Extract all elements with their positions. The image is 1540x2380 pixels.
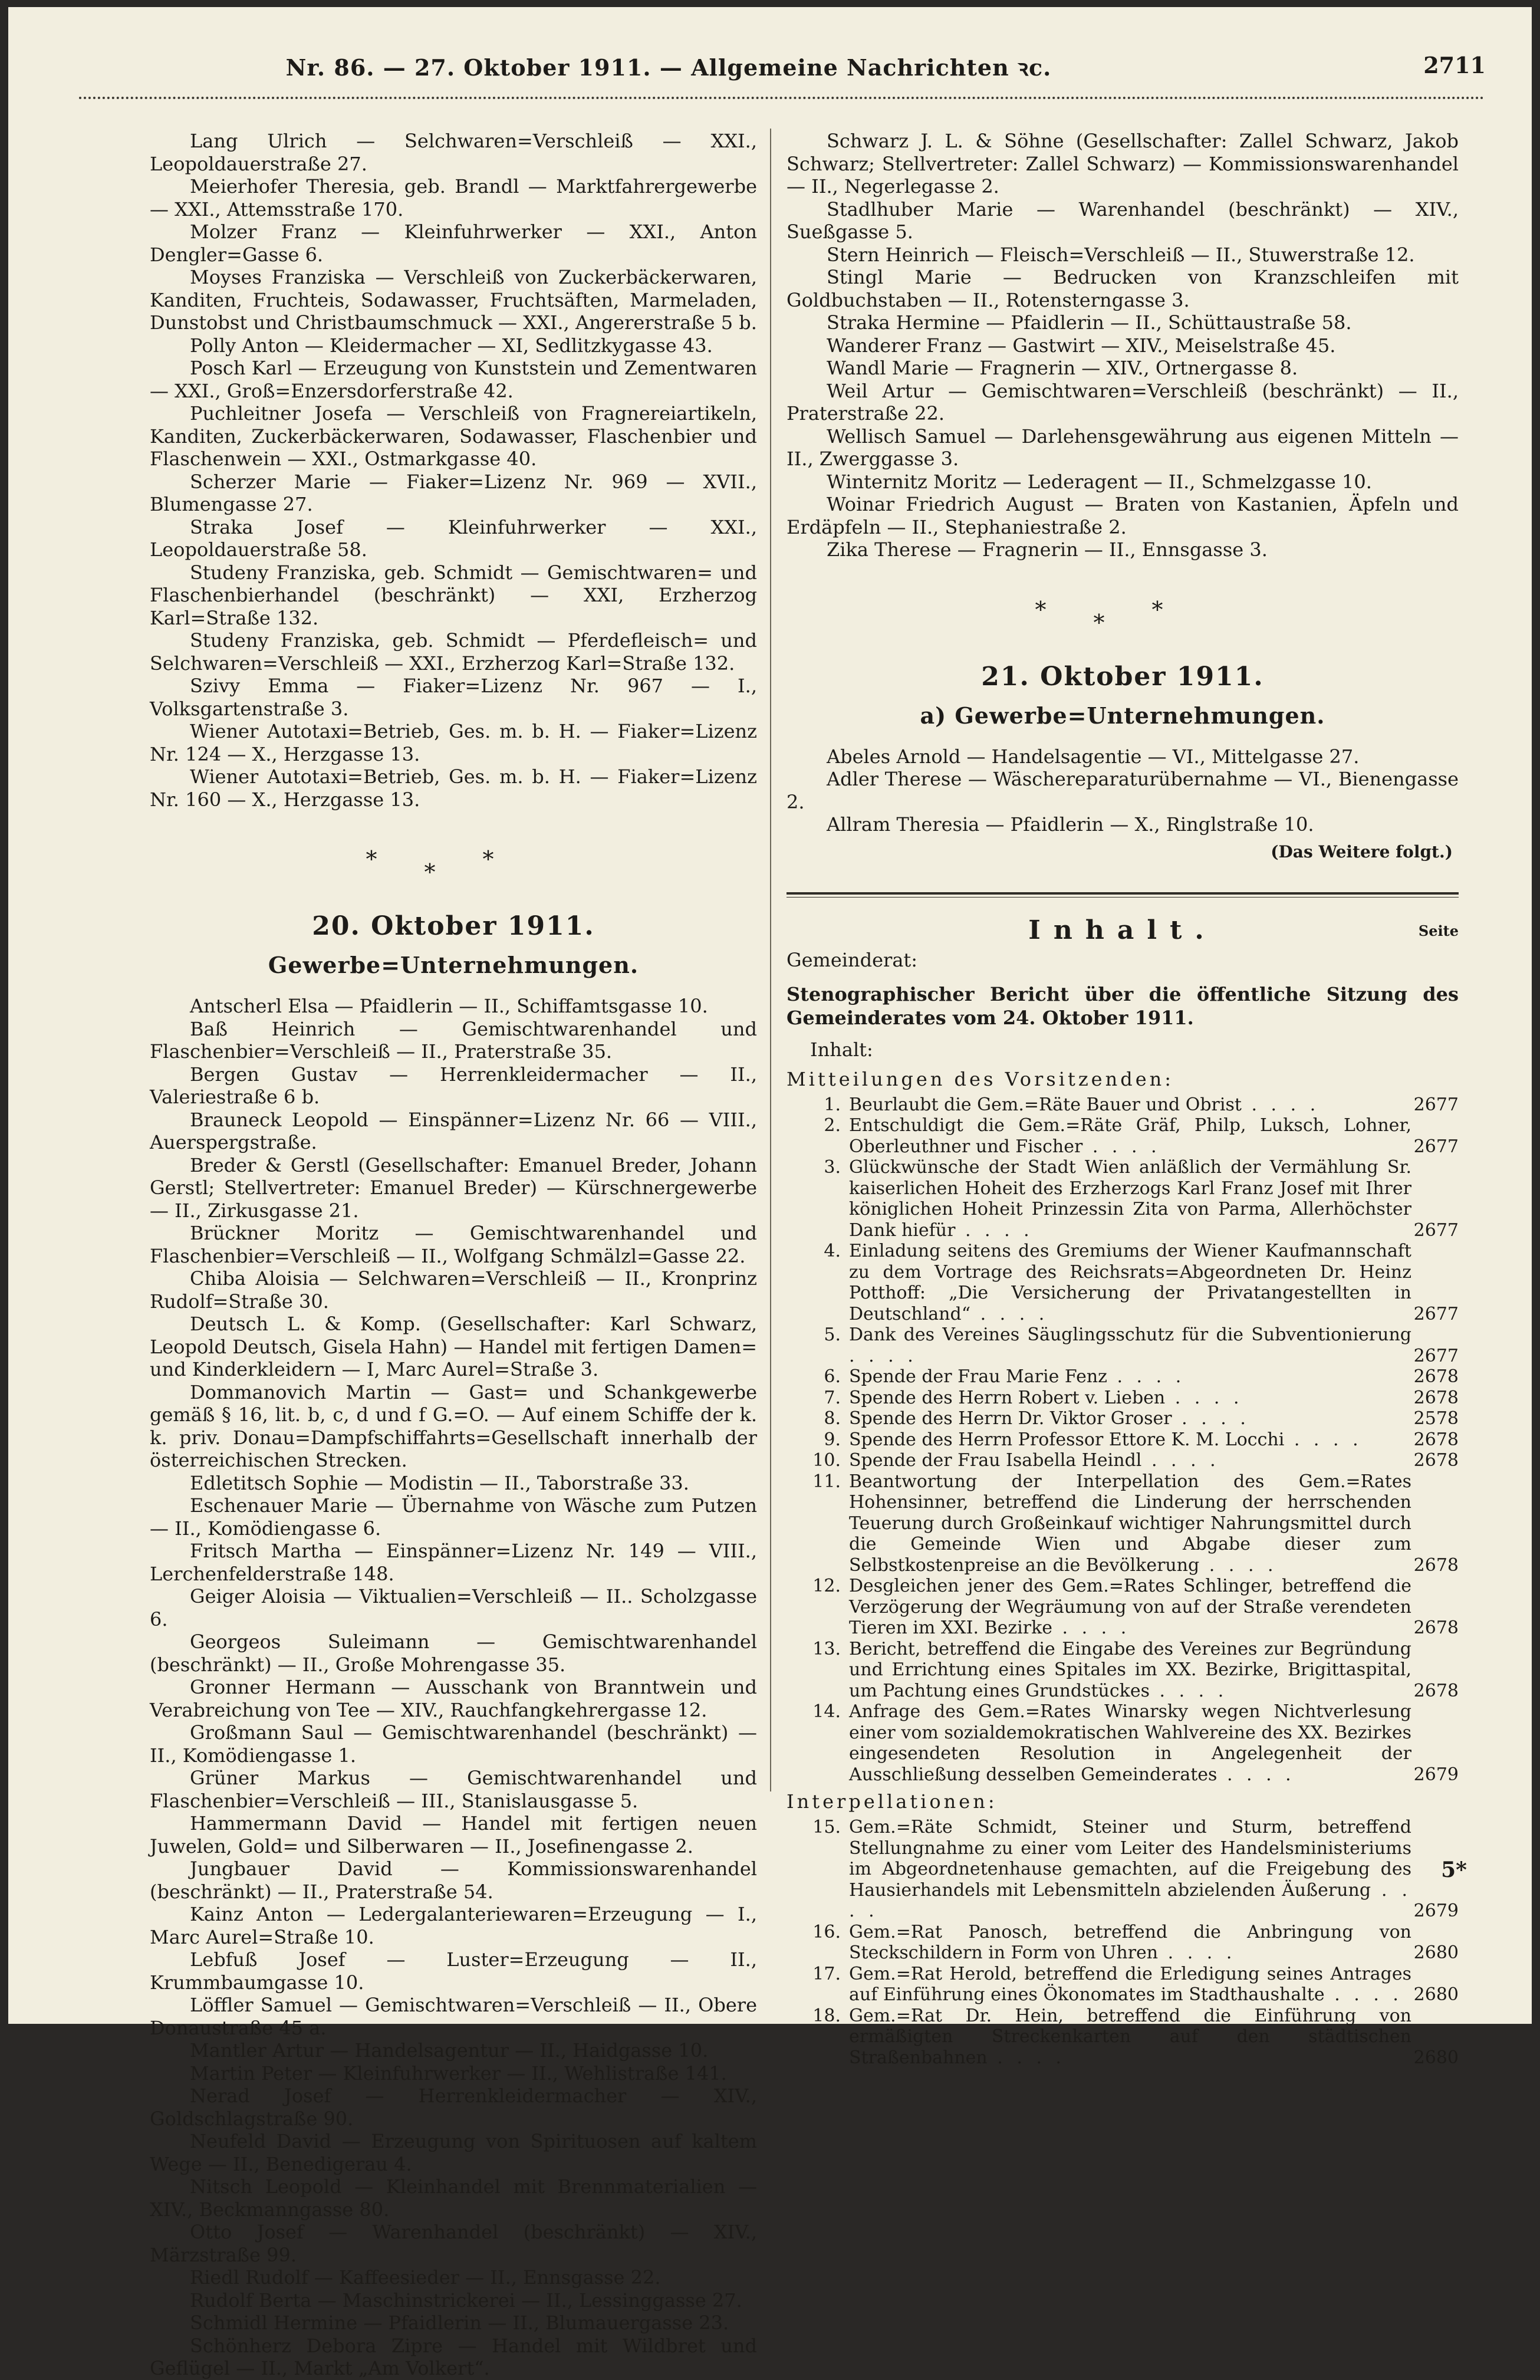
register-entry: Winternitz Moritz — Lederagent — II., Schmelzgasse 10. [827,470,1372,493]
register-entry: Breder & Gerstl (Gesellschafter: Emanuel Breder, Johann Gerstl; Stellvertreter: Emanuel Breder) — Kürschnergewerbe — II., Zirkusgasse 21. [150,1153,757,1222]
toc-item-number: 11. [812,1471,841,1492]
toc-item [787,1817,1459,1922]
register-entry: Studeny Franziska, geb. Schmidt — Pferdefleisch= und Selchwaren=Verschleiß — XXI., Erzherzog Karl=Straße 132. [150,629,757,675]
register-entry: Schwarz J. L. & Söhne (Gesellschafter: Zallel Schwarz, Jakob Schwarz; Stellvertreter: Zallel Schwarz) — Kommissionswarenhandel — II., Negerlegasse 2. [787,130,1459,198]
toc-item-text [849,1115,1411,1157]
toc-item-title: Beantwortung der Interpellation des Gem.=Rates Hohensinner, betreffend die Linderung der herrschenden Teuerung durch Großeinkauf wichtiger Nahrungsmittel durch die Gemeinde Wien und Abgabe dieser zum Selbstkostenpreise an die Bevölkerung [849,1471,1411,1576]
toc-item [787,1639,1459,1702]
toc-item-title: Dank des Vereines Säuglingsschutz für die Subventionierung [849,1324,1411,1345]
toc-item-text [849,1817,1411,1922]
column-divider [770,129,771,1791]
toc-leader-dots: . . . . [1150,1680,1228,1701]
register-entry: Stern Heinrich — Fleisch=Verschleiß — II., Stuwerstraße 12. [827,243,1415,266]
register-entry: Mantler Artur — Handelsagentur — II., Haidgasse 10. [190,2039,709,2062]
toc-item-number: 8. [824,1408,841,1429]
toc-leader-dots: . . . . [987,2047,1066,2068]
register-entry: Weil Artur — Gemischtwaren=Verschleiß (beschränkt) — II., Praterstraße 22. [787,379,1459,425]
register-entry: Schönherz Debora Zipre — Handel mit Wildbret und Geflügel — II., Markt „Am Volkert“. [150,2334,757,2379]
register-entry: Scherzer Marie — Fiaker=Lizenz Nr. 969 — XVII., Blumengasse 27. [150,470,757,515]
toc-item-number: 7. [824,1387,841,1408]
toc-item-number: 13. [812,1638,841,1659]
toc-item-number: 15. [812,1817,841,1837]
register-entry: Szivy Emma — Fiaker=Lizenz Nr. 967 — I., Volksgartenstraße 3. [150,675,757,720]
toc-item [787,1094,1459,1116]
register-entry: Antscherl Elsa — Pfaidlerin — II., Schiffamtsgasse 10. [190,995,708,1017]
toc-item-title: Beurlaubt die Gem.=Räte Bauer und Obrist [849,1094,1242,1115]
toc-item-page: 2677 [1413,1136,1459,1157]
toc-item [787,1429,1459,1451]
toc-item-text [849,1639,1411,1702]
header-rule [79,97,1485,99]
toc-item-title: Anfrage des Gem.=Rates Winarsky wegen Nichtverlesung einer vom sozialdemokratischen Wahlvereine des XX. Bezirkes eingesendeten Resolution in Angelegenheit der Ausschließung desselben Gemeinderates [849,1701,1411,1785]
toc-item-page: 2578 [1413,1408,1459,1429]
section-heading: Gewerbe=Unternehmungen. [268,952,639,978]
running-title: Nr. 86. — 27. Oktober 1911. — Allgemeine Nachrichten ꝛc. [285,54,1052,81]
toc-item-title: Entschuldigt die Gem.=Räte Gräf, Philp, Luksch, Lohner, Oberleuthner und Fischer [849,1115,1411,1157]
toc-item-page: 2678 [1413,1554,1459,1576]
toc-item-page: 2678 [1413,1387,1459,1408]
register-entry: Wandl Marie — Fragnerin — XIV., Ortnergasse 8. [827,357,1298,379]
signature-mark: 5* [1441,1858,1467,1882]
star: * [424,859,483,885]
toc-leader-dots: . . . . [1199,1554,1278,1576]
section-stars [150,846,757,885]
register-entry: Stingl Marie — Bedrucken von Kranzschleifen mit Goldbuchstaben — II., Rotensterngasse 3. [787,266,1459,311]
register-entry: Lang Ulrich — Selchwaren=Verschleiß — XXI., Leopoldauerstraße 27. [150,130,757,175]
toc-item-title: Einladung seitens des Gremiums der Wiener Kaufmannschaft zu dem Vortrage des Reichsrats=Abgeordneten Dr. Heinz Potthoff: „Die Versicherung der Privatangestellten in Deutschland“ [849,1241,1411,1324]
toc-title: Inhalt. [1028,915,1217,945]
running-header [8,52,1532,93]
toc-leader-dots: . . . . [970,1303,1049,1324]
star: * [366,846,425,872]
toc-item-page: 2677 [1413,1345,1459,1366]
toc-item-number: 3. [824,1157,841,1178]
toc-leader-dots: . . . . [1052,1618,1131,1638]
right-column [787,130,1459,2068]
toc-item [787,1324,1459,1366]
toc-item-page: 2678 [1413,1450,1459,1471]
register-entry: Geiger Aloisia — Viktualien=Verschleiß — II.. Scholzgasse 6. [150,1585,757,1631]
register-entry: Woinar Friedrich August — Braten von Kastanien, Äpfeln und Erdäpfeln — II., Stephaniestraße 2. [787,493,1459,538]
register-entry: Brauneck Leopold — Einspänner=Lizenz Nr. 66 — VIII., Auerspergstraße. [150,1108,757,1153]
toc-item-title: Desgleichen jener des Gem.=Rates Schlinger, betreffend die Verzögerung der Wegräumung von auf der Straße verendeten Tieren im XXI. Bezirke [849,1576,1411,1638]
register-entry: Eschenauer Marie — Übernahme von Wäsche zum Putzen — II., Komödiengasse 6. [150,1494,757,1540]
toc-item-title: Gem.=Rat Panosch, betreffend die Anbringung von Steckschildern in Form von Uhren [849,1921,1411,1963]
section-stars [787,596,1459,636]
toc-item-text [849,1701,1411,1785]
star: * [1151,596,1210,623]
toc-item-text [849,1471,1411,1576]
toc-leader-dots: . . . . [1172,1408,1250,1429]
toc-list [787,1094,1459,1786]
toc-item-number: 17. [812,1963,841,1984]
toc-item [787,1408,1459,1429]
star: * [1093,609,1152,636]
toc-leader-dots: . . . . [955,1219,1034,1241]
toc-item-page: 2677 [1413,1219,1459,1241]
toc-item-number: 10. [812,1450,841,1471]
entry-list-bottom [787,745,1459,836]
toc-item [787,1157,1459,1241]
toc-leader-dots: . . . . [1141,1450,1220,1471]
toc-item [787,1115,1459,1157]
toc-item-number: 16. [812,1921,841,1942]
toc-leader-dots: . . . . [1324,1984,1403,2005]
toc-item [787,2006,1459,2069]
register-entry: Wiener Autotaxi=Betrieb, Ges. m. b. H. — Fiaker=Lizenz Nr. 160 — X., Herzgasse 13. [150,765,757,811]
register-entry: Kainz Anton — Ledergalanteriewaren=Erzeugung — I., Marc Aurel=Straße 10. [150,1903,757,1948]
toc-item-text [849,1366,1411,1388]
register-entry: Edletitsch Sophie — Modistin — II., Taborstraße 33. [190,1471,689,1494]
star: * [1035,596,1094,623]
toc-leader-dots: . . . . [849,1879,1411,1921]
toc-item [787,1241,1459,1324]
register-entry: Deutsch L. & Komp. (Gesellschafter: Karl Schwarz, Leopold Deutsch, Gisela Hahn) — Handel mit fertigen Damen= und Kinderkleidern — I, Marc Aurel=Straße 3. [150,1313,757,1380]
register-entry: Chiba Aloisia — Selchwaren=Verschleiß — II., Kronprinz Rudolf=Straße 30. [150,1267,757,1313]
toc-item-page: 2678 [1413,1366,1459,1387]
entry-list-top [787,130,1459,561]
toc-item-page: 2677 [1413,1303,1459,1324]
register-entry: Molzer Franz — Kleinfuhrwerker — XXI., Anton Dengler=Gasse 6. [150,221,757,266]
toc-page-column-label: Seite [1418,922,1459,939]
continued-note: (Das Weitere folgt.) [1271,841,1453,862]
toc-item-title: Spende des Herrn Professor Ettore K. M. Locchi [849,1429,1285,1450]
toc-item-number: 1. [824,1094,841,1115]
register-entry: Gronner Hermann — Ausschank von Branntwein und Verabreichung von Tee — XIV., Rauchfangkehrergasse 12. [150,1676,757,1721]
toc-item-text [849,1388,1411,1409]
toc-item-number: 5. [824,1324,841,1345]
section-heading: a) Gewerbe=Unternehmungen. [920,702,1325,729]
register-entry: Studeny Franziska, geb. Schmidt — Gemischtwaren= und Flaschenbierhandel (beschränkt) — XXI, Erzherzog Karl=Straße 132. [150,561,757,629]
register-entry: Brückner Moritz — Gemischtwarenhandel und Flaschenbier=Verschleiß — II., Wolfgang Schmälzl=Gasse 22. [150,1222,757,1267]
register-entry: Rudolf Berta — Maschinstrickerei — II., Lessinggasse 27. [190,2289,742,2312]
register-entry: Baß Heinrich — Gemischtwarenhandel und Flaschenbier=Verschleiß — II., Praterstraße 35. [150,1017,757,1063]
register-entry: Straka Josef — Kleinfuhrwerker — XXI., Leopoldauerstraße 58. [150,515,757,561]
toc-group-heading: Mitteilungen des Vorsitzenden: [787,1067,1174,1090]
toc-item-title: Gem.=Rat Herold, betreffend die Erledigung seines Antrages auf Einführung eines Ökonomates im Stadthaushalte [849,1963,1411,2005]
toc-rule-thick [787,892,1459,895]
newspaper-page [8,7,1532,2379]
register-entry: Zika Therese — Fragnerin — II., Ennsgasse 3. [827,538,1268,561]
register-entry: Puchleitner Josefa — Verschleiß von Fragnereiartikeln, Kanditen, Zuckerbäckerwaren, Sodawasser, Flaschenbier und Flaschenwein — XXI., Ostmarkgasse 40. [150,402,757,470]
toc-item-text [849,1576,1411,1639]
toc-item-page: 2679 [1413,1764,1459,1785]
toc-header [787,915,1459,948]
entry-list-bottom [150,995,757,2380]
register-entry: Neufeld David — Erzeugung von Spirituosen auf kaltem Wege — II., Benedigerau 4. [150,2130,757,2175]
toc-rule-thin [787,897,1459,898]
toc-item-page: 2678 [1413,1618,1459,1638]
toc-item-text [849,1450,1411,1471]
toc-item-page: 2677 [1413,1094,1459,1115]
left-column [150,130,757,2380]
toc-item-title: Spende des Herrn Robert v. Lieben [849,1387,1166,1408]
toc-section-label: Gemeinderat: [787,948,918,971]
toc-item-number: 2. [824,1115,841,1136]
toc-item [787,1922,1459,1964]
toc-leader-dots: . . . . [1158,1942,1236,1963]
page-number: 2711 [1423,52,1486,78]
register-entry: Georgeos Suleimann — Gemischtwarenhandel (beschränkt) — II., Große Mohrengasse 35. [150,1631,757,1676]
toc-item-page: 2680 [1413,1942,1459,1963]
toc-list [787,1817,1459,2068]
toc-item-page: 2678 [1413,1429,1459,1450]
toc-item-number: 9. [824,1429,841,1450]
entry-list-top [150,130,757,811]
register-entry: Martin Peter — Kleinfuhrwerker — II., Wehlistraße 141. [190,2062,727,2085]
toc-leader-dots: . . . . [849,1345,917,1366]
register-entry: Wanderer Franz — Gastwirt — XIV., Meiselstraße 45. [827,334,1336,357]
register-entry: Meierhofer Theresia, geb. Brandl — Marktfahrergewerbe — XXI., Attemsstraße 170. [150,175,757,221]
toc-item-title: Spende des Herrn Dr. Viktor Groser [849,1408,1172,1429]
toc-item-page: 2679 [1413,1901,1459,1921]
toc-leader-dots: . . . . [1284,1429,1363,1450]
toc-item-number: 18. [812,2005,841,2026]
toc-item-page: 2680 [1413,2047,1459,2068]
register-entry: Grüner Markus — Gemischtwarenhandel und Flaschenbier=Verschleiß — III., Stanislausgasse 5. [150,1767,757,1812]
register-entry: Stadlhuber Marie — Warenhandel (beschränkt) — XIV., Sueßgasse 5. [787,198,1459,243]
register-entry: Allram Theresia — Pfaidlerin — X., Ringlstraße 10. [827,813,1314,836]
toc-item [787,1388,1459,1409]
date-heading: 20. Oktober 1911. [312,911,595,941]
register-entry: Großmann Saul — Gemischtwarenhandel (beschränkt) — II., Komödiengasse 1. [150,1721,757,1767]
toc-item-text [849,1408,1411,1429]
toc-item-text [849,1157,1411,1241]
register-entry: Fritsch Martha — Einspänner=Lizenz Nr. 149 — VIII., Lerchenfelderstraße 148. [150,1540,757,1585]
register-entry: Dommanovich Martin — Gast= und Schankgewerbe gemäß § 16, lit. b, c, d und f G.=O. — Auf einem Schiffe der k. k. priv. Donau=Dampfschiffahrts=Gesellschaft innerhalb der österreichischen Strecken. [150,1380,757,1471]
toc-item [787,1576,1459,1639]
toc-item-text [849,2006,1411,2069]
register-entry: Wiener Autotaxi=Betrieb, Ges. m. b. H. — Fiaker=Lizenz Nr. 124 — X., Herzgasse 13. [150,720,757,765]
register-entry: Bergen Gustav — Herrenkleidermacher — II., Valeriestraße 6 b. [150,1063,757,1108]
toc-item-text [849,1922,1411,1964]
register-entry: Hammermann David — Handel mit fertigen neuen Juwelen, Gold= und Silberwaren — II., Josefinengasse 2. [150,1812,757,1858]
toc-item-number: 14. [812,1701,841,1722]
register-entry: Nerad Josef — Herrenkleidermacher — XIV., Goldschlagstraße 90. [150,2085,757,2130]
toc-item-title: Glückwünsche der Stadt Wien anläßlich der Vermählung Sr. kaiserlichen Hoheit des Erzherzogs Karl Franz Josef mit Ihrer königlichen Hoheit Prinzessin Zita von Parma, Allerhöchster Dank hiefür [849,1157,1411,1241]
register-entry: Adler Therese — Wäschereparaturübernahme — VI., Bienengasse 2. [787,768,1459,813]
toc-item-title: Spende der Frau Marie Fenz [849,1366,1107,1387]
toc-item-page: 2680 [1413,1984,1459,2005]
register-entry: Moyses Franziska — Verschleiß von Zuckerbäckerwaren, Kanditen, Fruchteis, Sodawasser, Fruchtsäften, Marmeladen, Dunstobst und Christbaumschmuck — XXI., Angererstraße 5 b. [150,266,757,334]
toc-item-text [849,1094,1411,1116]
star: * [482,846,541,872]
register-entry: Abeles Arnold — Handelsagentie — VI., Mittelgasse 27. [827,745,1360,768]
toc-item [787,1366,1459,1388]
toc-leader-dots: . . . . [1165,1387,1243,1408]
toc-item-number: 6. [824,1366,841,1387]
toc-item-text [849,1324,1411,1366]
toc-item-text [849,1964,1411,2006]
toc-item-number: 4. [824,1241,841,1261]
toc-leader-dots: . . . . [1082,1136,1161,1157]
register-entry: Wellisch Samuel — Darlehensgewährung aus eigenen Mitteln — II., Zwerggasse 3. [787,425,1459,470]
toc-item-title: Gem.=Rat Dr. Hein, betreffend die Einführung von ermäßigten Streckenkarten auf den städtischen Straßenbahnen [849,2005,1411,2068]
toc-item [787,1964,1459,2006]
toc-leader-dots: . . . . [1217,1764,1295,1785]
toc-report-title: Stenographischer Bericht über die öffentliche Sitzung des Gemeinderates vom 24. Oktober 1911. [787,982,1459,1029]
toc-leader-dots: . . . . [1107,1366,1186,1387]
date-heading: 21. Oktober 1911. [981,661,1264,692]
toc-item [787,1450,1459,1471]
toc-item-text [849,1241,1411,1324]
toc-leader-dots: . . . . [1241,1094,1320,1115]
toc-inhalt-label: Inhalt: [810,1038,873,1061]
register-entry: Lebfuß Josef — Luster=Erzeugung — II., Krummbaumgasse 10. [150,1948,757,1994]
register-entry: Löffler Samuel — Gemischtwaren=Verschleiß — II., Obere Donaustraße 45 a. [150,1994,757,2039]
register-entry: Jungbauer David — Kommissionswarenhandel (beschränkt) — II., Praterstraße 54. [150,1858,757,1903]
toc-item-title: Spende der Frau Isabella Heindl [849,1450,1142,1471]
register-entry: Nitsch Leopold — Kleinhandel mit Brennmaterialien — XIV., Beckmanngasse 80. [150,2175,757,2221]
toc-item-title: Bericht, betreffend die Eingabe des Vereines zur Begründung und Errichtung eines Spitales im XX. Bezirke, Brigittaspital, um Pachtung eines Grundstückes [849,1638,1411,1701]
toc-item-number: 12. [812,1576,841,1596]
register-entry: Polly Anton — Kleidermacher — XI, Sedlitzkygasse 43. [190,334,713,357]
register-entry: Otto Josef — Warenhandel (beschränkt) — XIV., Märzstraße 99. [150,2221,757,2266]
register-entry: Straka Hermine — Pfaidlerin — II., Schüttaustraße 58. [827,311,1352,334]
toc-group-heading: Interpellationen: [787,1790,998,1813]
toc-item [787,1471,1459,1576]
toc-item [787,1701,1459,1785]
register-entry: Riedl Rudolf — Kaffeesieder — II., Ennsgasse 22. [190,2266,661,2289]
toc-item-text [849,1429,1411,1451]
register-entry: Posch Karl — Erzeugung von Kunststein und Zementwaren — XXI., Groß=Enzersdorferstraße 42. [150,357,757,402]
toc-item-page: 2678 [1413,1680,1459,1701]
toc-item-title: Gem.=Räte Schmidt, Steiner und Sturm, betreffend Stellungnahme zu einer vom Leiter des Handelsministeriums im Abgeordnetenhause gemachten, auf die Freigebung des Hausierhandels mit Lebensmitteln abzielenden Äußerung [849,1817,1411,1901]
register-entry: Schmidl Hermine — Pfaidlerin — II., Blumauergasse 23. [190,2312,729,2334]
